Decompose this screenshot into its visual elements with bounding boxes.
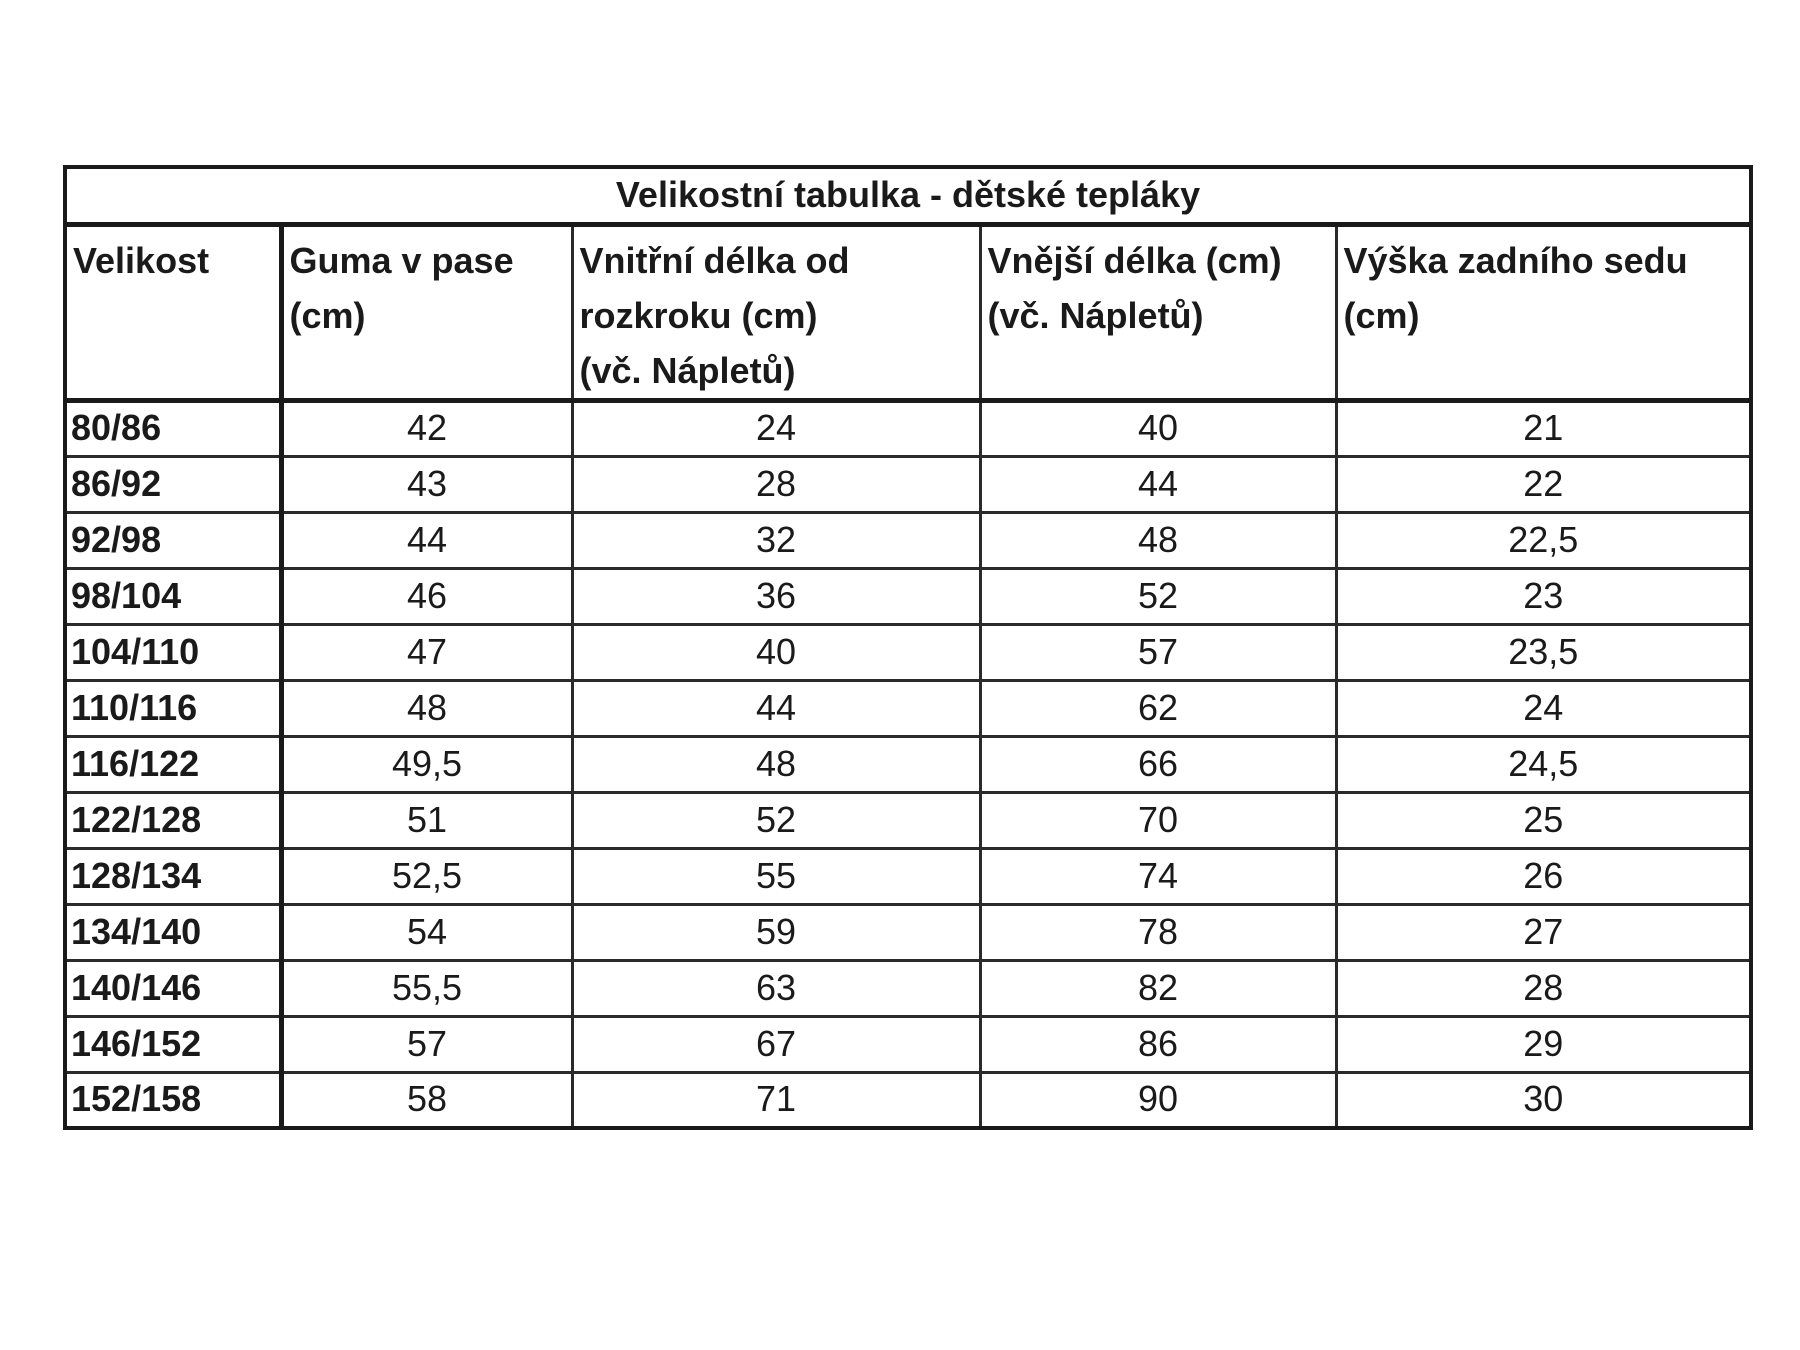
table-row (65, 792, 1751, 848)
waist-cell: 48 (281, 680, 572, 736)
table-row (65, 680, 1751, 736)
size-cell: 134/140 (65, 904, 281, 960)
size-cell: 116/122 (65, 736, 281, 792)
outer-length-cell: 70 (980, 792, 1336, 848)
rise-cell: 27 (1336, 904, 1751, 960)
table-row (65, 1016, 1751, 1072)
rise-cell: 24,5 (1336, 736, 1751, 792)
rise-cell: 23 (1336, 568, 1751, 624)
rise-cell: 30 (1336, 1072, 1751, 1128)
header-outer-length: Vnější délka (cm) (vč. Nápletů) (980, 224, 1336, 400)
outer-length-cell: 52 (980, 568, 1336, 624)
outer-length-cell: 62 (980, 680, 1336, 736)
inseam-cell: 40 (572, 624, 980, 680)
size-cell: 110/116 (65, 680, 281, 736)
header-row (65, 224, 1751, 400)
inseam-cell: 32 (572, 512, 980, 568)
inseam-cell: 48 (572, 736, 980, 792)
table-row (65, 736, 1751, 792)
table-row (65, 400, 1751, 456)
inseam-cell: 36 (572, 568, 980, 624)
waist-cell: 43 (281, 456, 572, 512)
table-row (65, 1072, 1751, 1128)
title-row (65, 167, 1751, 224)
waist-cell: 49,5 (281, 736, 572, 792)
outer-length-cell: 74 (980, 848, 1336, 904)
table-row (65, 904, 1751, 960)
table-row (65, 848, 1751, 904)
inseam-cell: 63 (572, 960, 980, 1016)
size-cell: 86/92 (65, 456, 281, 512)
size-cell: 104/110 (65, 624, 281, 680)
outer-length-cell: 44 (980, 456, 1336, 512)
rise-cell: 25 (1336, 792, 1751, 848)
inseam-cell: 24 (572, 400, 980, 456)
size-cell: 146/152 (65, 1016, 281, 1072)
rise-cell: 22 (1336, 456, 1751, 512)
size-cell: 98/104 (65, 568, 281, 624)
header-rise: Výška zadního sedu (cm) (1336, 224, 1751, 400)
inseam-cell: 28 (572, 456, 980, 512)
rise-cell: 22,5 (1336, 512, 1751, 568)
waist-cell: 58 (281, 1072, 572, 1128)
outer-length-cell: 66 (980, 736, 1336, 792)
outer-length-cell: 82 (980, 960, 1336, 1016)
size-table (63, 165, 1753, 1130)
rise-cell: 21 (1336, 400, 1751, 456)
outer-length-cell: 40 (980, 400, 1336, 456)
waist-cell: 44 (281, 512, 572, 568)
waist-cell: 55,5 (281, 960, 572, 1016)
rise-cell: 26 (1336, 848, 1751, 904)
outer-length-cell: 57 (980, 624, 1336, 680)
inseam-cell: 71 (572, 1072, 980, 1128)
table-row (65, 568, 1751, 624)
inseam-cell: 52 (572, 792, 980, 848)
rise-cell: 29 (1336, 1016, 1751, 1072)
table-row (65, 960, 1751, 1016)
waist-cell: 57 (281, 1016, 572, 1072)
table-row (65, 624, 1751, 680)
table-row (65, 512, 1751, 568)
inseam-cell: 67 (572, 1016, 980, 1072)
outer-length-cell: 78 (980, 904, 1336, 960)
size-cell: 122/128 (65, 792, 281, 848)
table-row (65, 456, 1751, 512)
outer-length-cell: 48 (980, 512, 1336, 568)
size-cell: 152/158 (65, 1072, 281, 1128)
size-cell: 140/146 (65, 960, 281, 1016)
waist-cell: 51 (281, 792, 572, 848)
inseam-cell: 44 (572, 680, 980, 736)
rise-cell: 23,5 (1336, 624, 1751, 680)
rise-cell: 28 (1336, 960, 1751, 1016)
table-title: Velikostní tabulka - dětské tepláky (65, 167, 1751, 224)
rise-cell: 24 (1336, 680, 1751, 736)
size-cell: 128/134 (65, 848, 281, 904)
inseam-cell: 55 (572, 848, 980, 904)
outer-length-cell: 90 (980, 1072, 1336, 1128)
waist-cell: 46 (281, 568, 572, 624)
size-cell: 80/86 (65, 400, 281, 456)
header-inseam: Vnitřní délka od rozkroku (cm) (vč. Nápletů) (572, 224, 980, 400)
size-cell: 92/98 (65, 512, 281, 568)
inseam-cell: 59 (572, 904, 980, 960)
outer-length-cell: 86 (980, 1016, 1336, 1072)
waist-cell: 54 (281, 904, 572, 960)
header-size: Velikost (65, 224, 281, 400)
waist-cell: 42 (281, 400, 572, 456)
waist-cell: 47 (281, 624, 572, 680)
header-waist: Guma v pase (cm) (281, 224, 572, 400)
waist-cell: 52,5 (281, 848, 572, 904)
